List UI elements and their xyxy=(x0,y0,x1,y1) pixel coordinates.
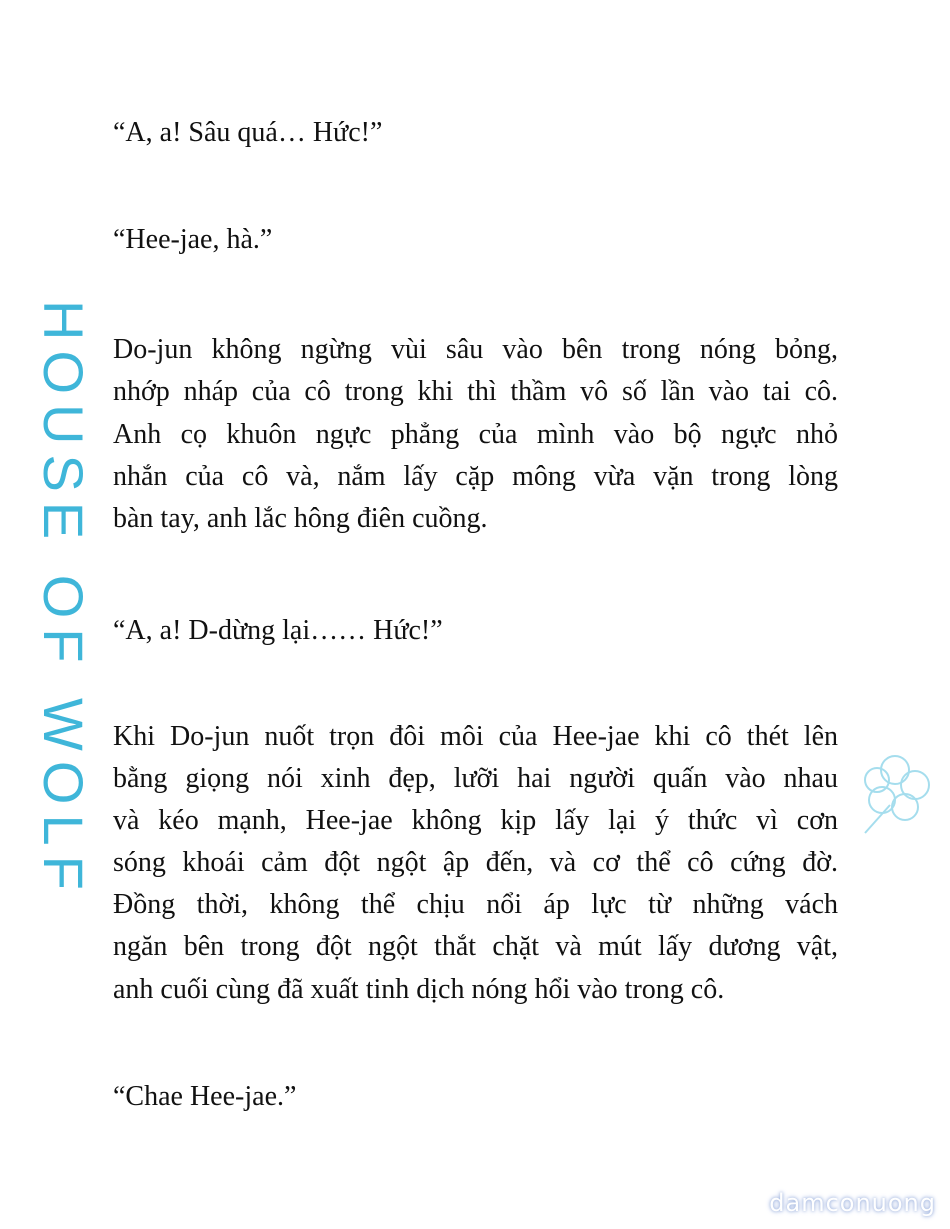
paragraph-line: Đồng thời, không thể chịu nổi áp lực từ những vách xyxy=(113,889,838,920)
house-of-wolf-watermark: HOUSE OF WOLF xyxy=(32,300,95,900)
paragraph-line: nhắn của cô và, nắm lấy cặp mông vừa vặn trong lòng xyxy=(113,461,838,492)
paragraph-line: và kéo mạnh, Hee-jae không kịp lấy lại ý thức vì cơn xyxy=(113,805,838,836)
paragraph-line: bằng giọng nói xinh đẹp, lưỡi hai người quấn vào nhau xyxy=(113,763,838,794)
site-watermark: damconuong xyxy=(769,1189,936,1217)
flower-watermark-icon xyxy=(850,745,940,835)
dialogue-line: “Hee-jae, hà.” xyxy=(113,224,273,255)
paragraph-line: Do-jun không ngừng vùi sâu vào bên trong nóng bỏng, xyxy=(113,334,838,365)
paragraph-line: nhớp nháp của cô trong khi thì thầm vô số lần vào tai cô. xyxy=(113,376,838,407)
dialogue-line: “Chae Hee-jae.” xyxy=(113,1081,297,1112)
paragraph-line: Anh cọ khuôn ngực phẳng của mình vào bộ ngực nhỏ xyxy=(113,419,838,450)
paragraph-line: Khi Do-jun nuốt trọn đôi môi của Hee-jae khi cô thét lên xyxy=(113,721,838,752)
dialogue-line: “A, a! D-dừng lại…… Hức!” xyxy=(113,615,443,646)
paragraph-line: sóng khoái cảm đột ngột ập đến, và cơ thể cô cứng đờ. xyxy=(113,847,838,878)
paragraph-line: ngăn bên trong đột ngột thắt chặt và mút lấy dương vật, xyxy=(113,931,838,962)
paragraph-line: bàn tay, anh lắc hông điên cuồng. xyxy=(113,503,488,534)
dialogue-line: “A, a! Sâu quá… Hức!” xyxy=(113,117,383,148)
paragraph-line: anh cuối cùng đã xuất tinh dịch nóng hổi vào trong cô. xyxy=(113,974,725,1005)
